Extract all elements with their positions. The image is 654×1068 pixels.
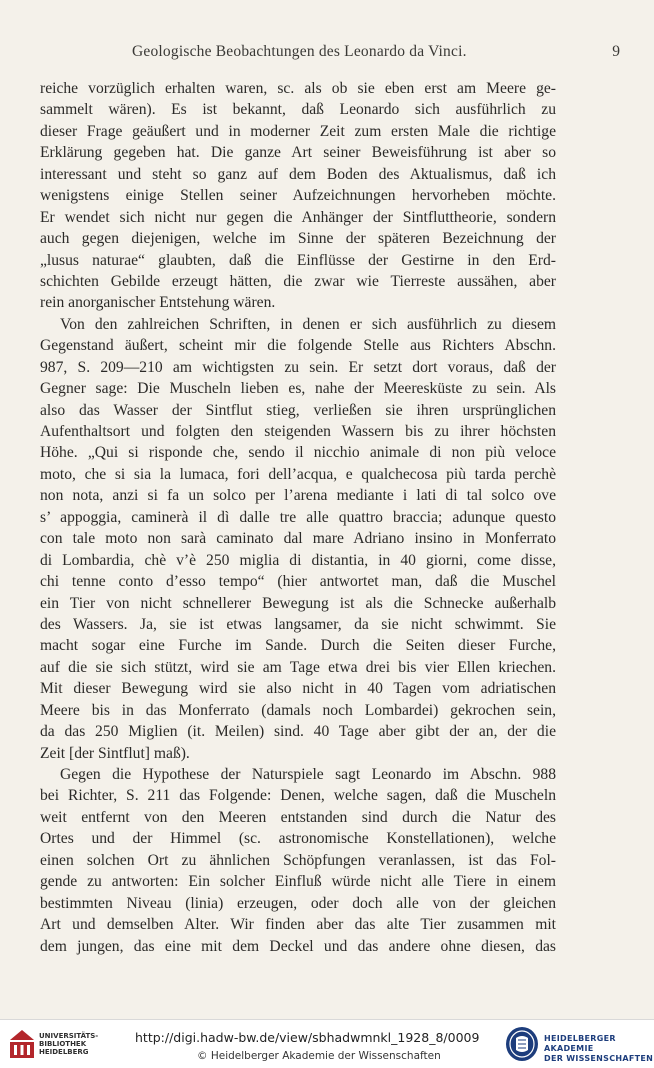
text-line: schichten Gebilde erzeugt hätten, die zwar wie Tierreste aussähen, aber: [40, 272, 556, 290]
text-line: ein Tier von nicht schnellerer Bewegung ist als die Schnecke außerhalb: [40, 594, 556, 612]
text-line: des Wassers. Ja, sie ist etwas langsamer, da sie nicht schwimmt. Sie: [40, 615, 556, 633]
academy-name: HEIDELBERGER AKADEMIE DER WISSENSCHAFTEN: [544, 1034, 654, 1063]
text-line: gende zu antworten: Ein solcher Einfluß würde nicht alle Tiere in einem: [40, 873, 556, 891]
text-line: Gegner sage: Die Muscheln lieben es, nahe der Meeresküste zu sein. Als: [40, 380, 556, 398]
text-line: chi tenne conto d’esso tempo“ (hier antwortet man, daß die Muschel: [40, 573, 556, 591]
text-line: auf die sie sich stützt, wird sie am Tage etwa drei bis vier Ellen kriechen.: [40, 658, 556, 676]
text-line: Von den zahlreichen Schriften, in denen er sich ausführlich zu diesem: [60, 315, 556, 333]
text-line: Art und demselben Alter. Wir finden aber das alte Tier zusammen mit: [40, 916, 556, 934]
text-line: Aufenthaltsort und folgten den steigenden Wassern bis zu ihrer höchsten: [40, 423, 556, 440]
text-line: con tale moto non sarà caminato dal mare Adriano insino in Monferrato: [40, 530, 556, 548]
text-line: interessant und steht so ganz auf dem Boden des Aktualismus, daß ich: [40, 165, 556, 183]
text-line: Gegenstand äußert, scheint mir die folgende Stelle aus Richters Abschn.: [40, 337, 556, 355]
text-line: Ortes und der Himmel (sc. astronomische Konstellationen), welche: [40, 830, 556, 848]
text-line: rein anorganischer Entstehung wären.: [40, 294, 276, 312]
text-line: Zeit [der Sintflut] maß).: [40, 744, 190, 762]
copyright-notice: © Heidelberger Akademie der Wissenschaften: [197, 1050, 441, 1062]
text-line: also das Wasser der Sintflut stieg, verließen sie ihren ursprünglichen: [40, 401, 556, 419]
text-line: Höhe. „Qui si risponde che, sendo il nicchio animale di non più veloce: [40, 444, 556, 462]
text-line: wenigstens einige Stellen seiner Aufzeichnungen hervorheben möchte.: [40, 187, 556, 205]
university-library-name: UNIVERSITÄTS- BIBLIOTHEK HEIDELBERG: [39, 1032, 99, 1056]
text-line: non nota, anzi si fa un solco per l’arena mediante i lati di tal solco ove: [40, 487, 556, 505]
university-library-logo-icon: [8, 1028, 36, 1060]
text-line: moto, che si sia la lumaca, fori dell’acqua, e qualchecosa più tarda perchè: [40, 465, 556, 483]
text-line: Er wendet sich nicht nur gegen die Anhänger der Sintfluttheorie, sondern: [40, 208, 556, 226]
text-line: einen solchen Ort zu ähnlichen Schöpfungen veranlassen, ist das Fol-: [40, 851, 556, 869]
text-line: da das 250 Miglien (it. Meilen) sind. 40 Tage aber gibt der an, der die: [40, 723, 556, 741]
text-line: di Lombardia, chè v’è 250 miglia di distantia, in 40 giorni, come disse,: [40, 551, 556, 569]
text-line: bestimmten Niveau (linia) erzeugen, oder doch alle von der gleichen: [40, 894, 556, 912]
text-line: dem jungen, das eine mit dem Deckel und das andere ohne diesen, das: [40, 937, 556, 955]
text-line: macht sogar eine Furche im Sande. Durch die Seiten dieser Furche,: [40, 637, 556, 655]
body-text: [40, 78, 556, 957]
academy-seal-icon: [505, 1026, 539, 1062]
text-line: auch gegen diejenigen, welche im Sinne der späteren Bezeichnung der: [40, 230, 556, 248]
text-line: „lusus naturae“ glaubten, daß die Einflüsse der Gestirne in den Erd-: [40, 251, 556, 269]
text-line: weit entfernt von den Meeren entstanden sind durch die Natur des: [40, 808, 556, 826]
text-line: Erklärung gegeben hat. Die ganze Art seiner Beweisführung ist aber so: [40, 144, 556, 162]
text-line: reiche vorzüglich erhalten waren, sc. als ob sie eben erst am Meere ge-: [40, 80, 556, 97]
text-line: 987, S. 209—210 am wichtigsten zu sein. Er setzt dort voraus, daß der: [40, 358, 556, 376]
text-line: sammelt wären). Es ist bekannt, daß Leonardo sich ausführlich zu: [40, 101, 556, 119]
permalink-url[interactable]: http://digi.hadw-bw.de/view/sbhadwmnkl_1928_8/0009: [135, 1030, 480, 1045]
text-line: dieser Frage geäußert und in moderner Zeit zum ersten Male die richtige: [40, 122, 556, 140]
text-line: Meere bis in das Monferrato (damals noch Lombardei) gekrochen sein,: [40, 701, 556, 719]
text-line: bei Richter, S. 211 das Folgende: Denen, welche sagen, daß die Muscheln: [40, 787, 556, 805]
running-head-title: Geologische Beobachtungen des Leonardo da Vinci.: [132, 43, 467, 60]
text-line: Mit dieser Bewegung wird sie also nicht in 40 Tagen vom adriatischen: [40, 680, 556, 698]
text-line: Gegen die Hypothese der Naturspiele sagt Leonardo im Abschn. 988: [60, 766, 556, 783]
text-line: s’ appoggia, caminerà il dì dalle tre alle quattro braccia; adunque questo: [40, 508, 556, 526]
page-number: 9: [612, 43, 620, 60]
viewer-footer: [0, 1019, 654, 1068]
